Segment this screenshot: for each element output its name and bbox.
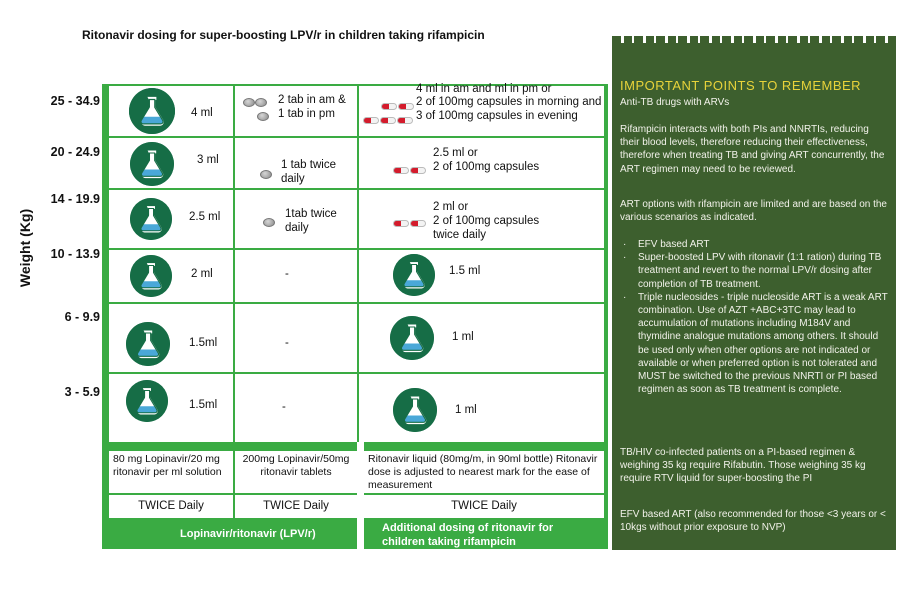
capsule-icon xyxy=(381,103,397,110)
liquid-dose: 1.5ml xyxy=(189,399,218,411)
capsule-icons xyxy=(363,112,414,130)
ritonavir-dose: 2 ml or xyxy=(433,201,469,213)
panel-paragraph: TB/HIV co-infected patients on a PI-based regimen & weighing 35 kg require Rifabutin. Those weighing 35 kg require RTV liquid for super-boosting the PI xyxy=(620,447,866,485)
capsule-icons xyxy=(393,162,427,180)
flask-icon xyxy=(126,322,170,366)
tablet-dose: 1tab twice xyxy=(285,208,337,220)
lpv-solution-desc: 80 mg Lopinavir/20 mg ritonavir per ml solution xyxy=(109,451,233,493)
ritonavir-dose: 2 of 100mg capsules xyxy=(433,215,540,227)
tablet-icons xyxy=(257,108,269,126)
ritonavir-dose: 3 of 100mg capsules in evening xyxy=(416,110,578,122)
capsule-icon xyxy=(410,220,426,227)
tablet-icon xyxy=(255,98,267,107)
frequency-label: TWICE Daily xyxy=(235,495,357,518)
panel-heading: IMPORTANT POINTS TO REMEMBER xyxy=(620,78,862,93)
flask-icon xyxy=(393,388,437,432)
additional-dosing-label: Additional dosing of ritonavir for children taking rifampicin xyxy=(382,522,554,549)
panel-paragraph: Rifampicin interacts with both PIs and NNRTIs, reducing their blood levels, therefore reducing their effectiveness, therefore when treating TB and giving ART concurrently, the ART regimen may need to be reviewed. xyxy=(620,124,885,175)
liquid-dose: 1.5ml xyxy=(189,337,218,349)
lpv-group-label: Lopinavir/ritonavir (LPV/r) xyxy=(180,528,316,540)
ritonavir-liquid-desc: Ritonavir liquid (80mg/m, in 90ml bottle) Ritonavir dose is adjusted to nearest mark for the ease of measurement xyxy=(364,451,604,493)
panel-bullet: · Triple nucleosides - triple nucleoside ART is a weak ART combination. Use of AZT +ABC+3TC may lead to accumulation of mutations including M184V and thymidine analogue mutations among others. It should be used only when other options are not indicated or available or when preferred option is not tolerated and MUST be switched to the previous NNRTI or PI based regimen as soon as TB treatment is complete. xyxy=(620,291,892,397)
capsule-icon xyxy=(393,167,409,174)
tablet-dose: daily xyxy=(285,222,309,234)
weight-label: 25 - 34.9 xyxy=(50,94,100,108)
capsule-icons xyxy=(393,215,427,233)
ritonavir-dose: 2 of 100mg capsules xyxy=(433,161,540,173)
panel-bullet: · Super-boosted LPV with ritonavir (1:1 ration) during TB treatment and revert to the normal LPV/r dosing after completion of TB treatment. xyxy=(620,251,892,291)
panel-bullet-list xyxy=(620,238,892,396)
tablet-dose: - xyxy=(285,268,289,280)
lpv-tablet-desc: 200mg Lopinavir/50mg ritonavir tablets xyxy=(235,451,357,493)
flask-icon xyxy=(130,198,172,240)
tablet-icon xyxy=(260,170,272,179)
panel-paragraph: ART options with rifampicin are limited and are based on the various scenarios as indicated. xyxy=(620,199,887,224)
tablet-dose: - xyxy=(282,401,286,413)
liquid-dose: 4 ml xyxy=(191,107,213,119)
tablet-icons xyxy=(263,214,275,232)
tablet-icon xyxy=(243,98,255,107)
flask-icon xyxy=(126,380,168,422)
tablet-icon xyxy=(257,112,269,121)
liquid-dose: 2.5 ml xyxy=(189,211,221,223)
frequency-label: TWICE Daily xyxy=(109,495,233,518)
flask-icon xyxy=(390,316,434,360)
ritonavir-dose: 1 ml xyxy=(452,331,474,343)
page-title: Ritonavir dosing for super-boosting LPV/r in children taking rifampicin xyxy=(82,28,485,42)
panel-bullet: · EFV based ART xyxy=(620,238,892,251)
ritonavir-dose: 1 ml xyxy=(455,404,477,416)
liquid-dose: 2 ml xyxy=(191,268,213,280)
weight-label: 20 - 24.9 xyxy=(50,145,100,159)
flask-icon xyxy=(393,254,435,296)
tablet-dose: - xyxy=(285,337,289,349)
flask-icon xyxy=(130,255,172,297)
ritonavir-dose: 2 of 100mg capsules in morning and xyxy=(416,96,602,108)
weight-label: 14 - 19.9 xyxy=(50,192,100,206)
tablet-dose: daily xyxy=(281,173,305,185)
panel-subheading: Anti-TB drugs with ARVs xyxy=(620,97,730,108)
flask-icon xyxy=(130,142,174,186)
panel-paragraph: EFV based ART (also recommended for those <3 years or < 10kgs without prior exposure to NVP) xyxy=(620,509,886,534)
weight-label: 10 - 13.9 xyxy=(50,247,100,261)
tablet-icon xyxy=(263,218,275,227)
tablet-icons xyxy=(260,166,272,184)
ritonavir-dose: twice daily xyxy=(433,229,487,241)
capsule-icon xyxy=(380,117,396,124)
tablet-dose: 2 tab in am & xyxy=(278,94,346,106)
capsule-icon xyxy=(397,117,413,124)
flask-icon xyxy=(129,88,175,134)
ritonavir-dose: 4 ml in am and ml in pm or xyxy=(416,83,552,95)
capsule-icon xyxy=(410,167,426,174)
tablet-dose: 1 tab twice xyxy=(281,159,336,171)
liquid-dose: 3 ml xyxy=(197,154,219,166)
capsule-icon xyxy=(393,220,409,227)
capsule-icon xyxy=(363,117,379,124)
ritonavir-dose: 2.5 ml or xyxy=(433,147,478,159)
frequency-label: TWICE Daily xyxy=(364,495,604,518)
ritonavir-dose: 1.5 ml xyxy=(449,265,481,277)
tablet-dose: 1 tab in pm xyxy=(278,108,335,120)
weight-label: 6 - 9.9 xyxy=(64,310,100,324)
weight-label: 3 - 5.9 xyxy=(64,385,100,399)
y-axis-label: Weight (Kg) xyxy=(17,208,33,288)
capsule-icon xyxy=(398,103,414,110)
